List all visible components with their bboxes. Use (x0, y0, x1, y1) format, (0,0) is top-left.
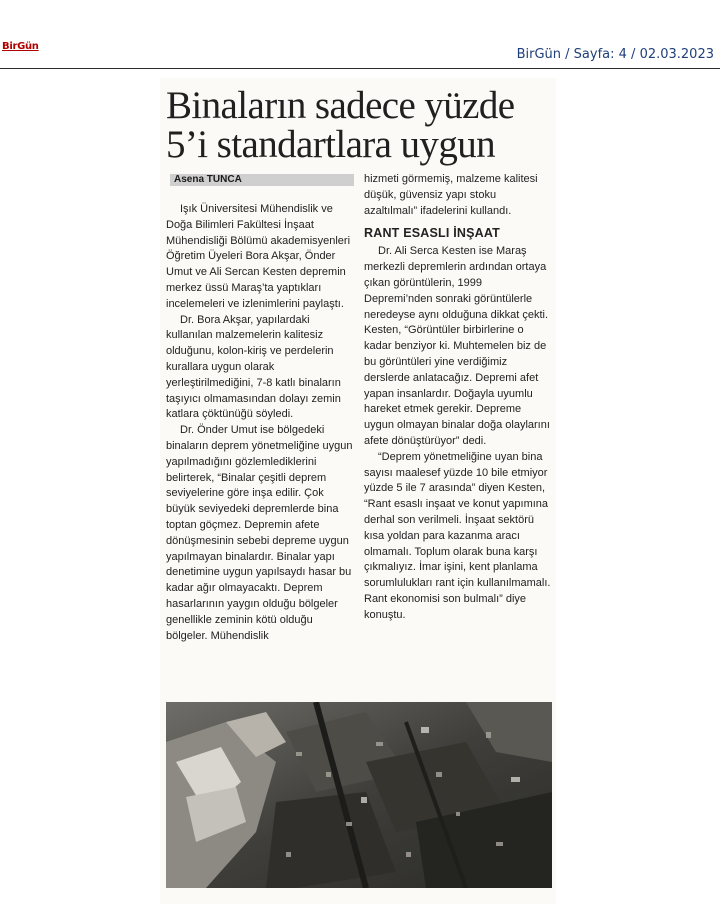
source-line: BirGün / Sayfa: 4 / 02.03.2023 (516, 47, 714, 62)
earthquake-aerial-photo (166, 702, 552, 888)
paragraph: Işık Üniversitesi Mühendislik ve Doğa Bilimleri Fakültesi İnşaat Mühendisliği Bölümü akademisyenleri Öğretim Üyeleri Bora Akşar, Önder Umut ve Ali Sercan Kesten depremin merkez üssü Maraş’ta yaptıkları incelemeleri ve izlenimlerini paylaştı. (166, 203, 351, 310)
headline-line-1: Binaların sadece yüzde (166, 84, 515, 127)
article-column-2 (364, 172, 552, 624)
header-divider (0, 68, 720, 69)
article-headline (166, 86, 556, 164)
byline: Asena TUNCA (170, 174, 354, 186)
paragraph: hizmeti görmemiş, malzeme kalitesi düşük, güvensiz yapı stoku azaltılmalı” ifadelerini kullandı. (364, 173, 538, 217)
news-clipping (160, 78, 556, 904)
paragraph: “Deprem yönetmeliğine uyan bina sayısı maalesef yüzde 10 bile etmiyor yüzde 5 ile 7 arasında” diyen Kesten, “Rant esaslı inşaat ve konut yapımına derhal son verilmeli. İnşaat sektörü kısa yoldan para kazanma aracı olmamalı. Toplum olarak buna karşı çıkmalıyız. İmar işini, kent planlama sorumlulukları rant için kullanılmamalı. Rant ekonomisi son bulmalı” diye konuştu. (364, 450, 551, 621)
paragraph: Dr. Bora Akşar, yapılardaki kullanılan malzemelerin kalitesiz olduğunu, kolon-kiriş ve perdelerin kurallara uygun olarak yerleştirilmediğini, 7-8 katlı binaların taşıyıcı olmamasından dolayı zemin katlara çöktünüğü söyledi. (166, 313, 341, 421)
rubble-image (166, 702, 552, 888)
page-header (0, 0, 720, 70)
section-subheading: RANT ESASLI İNŞAAT (364, 226, 501, 241)
headline-line-2: 5’i standartlara uygun (166, 123, 496, 166)
paragraph: Dr. Önder Umut ise bölgedeki binaların deprem yönetmeliğine uygun yapılmadığını gözlemlediklerini belirterek, “Binalar çeşitli deprem seviyelerine göre inşa edilir. Çok büyük seviyedeki depremlerde bina toptan göçmez. Depremin afete dönüşmesinin sebebi depreme uygun yapılmayan binalardır. Binalar yapı denetimine uygun yapılsaydı hasar bu kadar ağır olmayacaktı. Deprem hasarlarının yaygın olduğu bölgeler genellikle zeminin kötü olduğu bölgeler. Mühendislik (166, 424, 353, 642)
paragraph: Dr. Ali Serca Kesten ise Maraş merkezli depremlerin ardından ortaya çıkan görüntülerin, 1999 Depremi’nden sonraki görüntülerle neredeyse aynı olduğuna dikkat çekti. Kesten, “Görüntüler birbirlerine o kadar benziyor ki. Muhtemelen biz de bu görüntüleri yine verdiğimiz derslerde anlatacağız. Depremi afet yapan insanlardır. Doğayla uyumlu hareket etmek gerekir. Depreme uygun olmayan binalar doğa olaylarını afete dönüştürüyor” dedi. (364, 245, 550, 447)
publication-logo: BirGün (2, 41, 39, 52)
article-column-1 (166, 202, 354, 644)
